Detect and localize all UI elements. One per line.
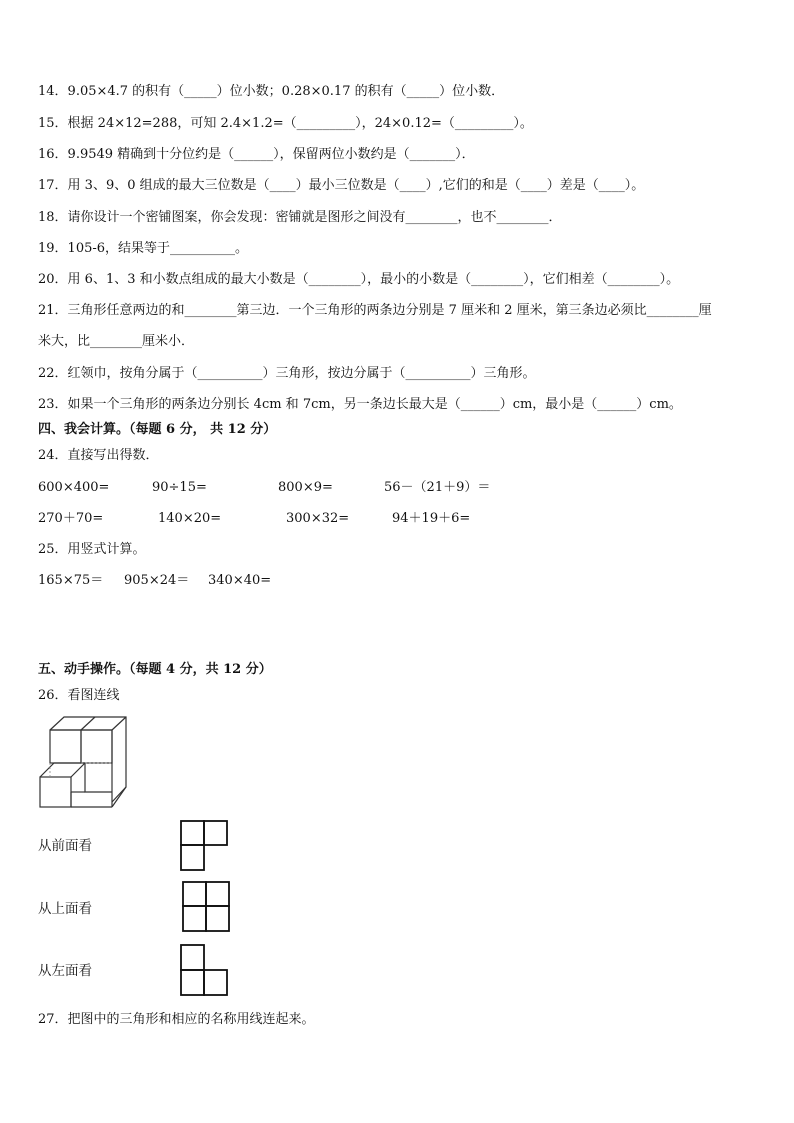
question-15: 15．根据 24×12=288，可知 2.4×1.2=（_________），24×0.12=（_________）。 [38, 116, 533, 131]
question-25: 25．用竖式计算。 [38, 542, 146, 557]
view-label-front: 从前面看 [38, 838, 92, 854]
question-19: 19．105-6，结果等于__________。 [38, 241, 249, 256]
calc-item: 800×9= [278, 480, 333, 495]
calc-item: 270＋70= [38, 511, 104, 526]
calc-item: 165×75＝ [38, 573, 104, 588]
question-27: 27．把图中的三角形和相应的名称用线连起来。 [38, 1012, 315, 1027]
calc-item: 140×20= [158, 511, 222, 526]
question-17: 17．用 3、9、0 组成的最大三位数是（____）最小三位数是（____）,它们的和是（____）差是（____）。 [38, 178, 645, 193]
calc-item: 94＋19＋6= [392, 511, 471, 526]
view-label-left: 从左面看 [38, 963, 92, 979]
view-shape-b [182, 881, 232, 933]
view-shape-a [180, 820, 230, 872]
section-4-title: 四、我会计算。（每题 6 分， 共 12 分） [38, 422, 277, 437]
question-24: 24．直接写出得数． [38, 448, 159, 463]
calc-item: 600×400= [38, 480, 110, 495]
question-18: 18．请你设计一个密铺图案，你会发现：密铺就是图形之间没有________，也不________． [38, 210, 562, 225]
question-21-line-1: 21．三角形任意两边的和________第三边．一个三角形的两条边分别是 7 厘米和 2 厘米，第三条边必须比________厘 [38, 303, 712, 318]
calc-item: 90÷15= [152, 480, 207, 495]
question-21-line-2: 米大，比________厘米小． [38, 334, 195, 349]
question-14: 14．9.05×4.7 的积有（_____）位小数；0.28×0.17 的积有（_____）位小数． [38, 84, 505, 99]
calc-item: 300×32= [286, 511, 350, 526]
calc-item: 56－（21＋9）＝ [384, 480, 491, 495]
question-16: 16．9.9549 精确到十分位约是（______），保留两位小数约是（_______）． [38, 147, 475, 162]
view-shape-c [180, 944, 230, 998]
question-23: 23．如果一个三角形的两条边分别长 4cm 和 7cm，另一条边长最大是（______）cm，最小是（______）cm。 [38, 397, 682, 412]
calc-item: 905×24＝ [124, 573, 190, 588]
question-22: 22．红领巾，按角分属于（__________）三角形，按边分属于（__________）三角形。 [38, 366, 536, 381]
calc-item: 340×40= [208, 573, 272, 588]
question-26: 26．看图连线 [38, 688, 120, 703]
cube-stack-figure [36, 712, 136, 812]
view-label-top: 从上面看 [38, 901, 92, 917]
section-5-title: 五、动手操作。（每题 4 分，共 12 分） [38, 662, 272, 677]
question-20: 20．用 6、1、3 和小数点组成的最大小数是（________），最小的小数是（________），它们相差（________）。 [38, 272, 680, 287]
